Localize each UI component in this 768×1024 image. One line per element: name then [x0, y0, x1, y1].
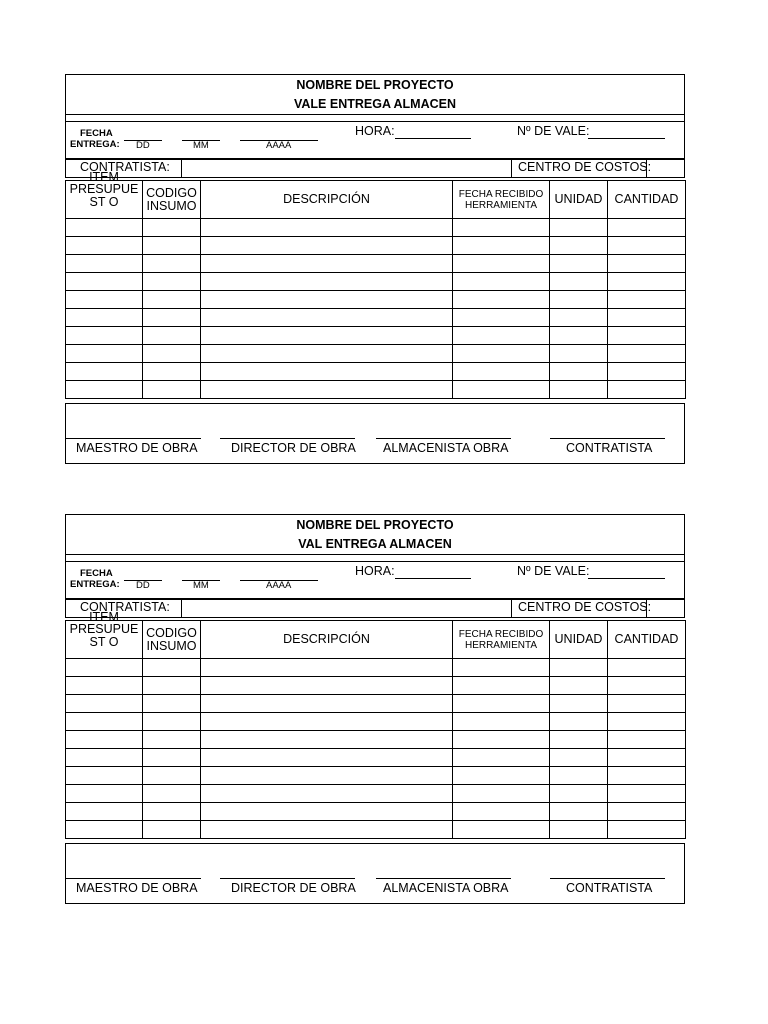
col-codigo-insumo: CODIGO INSUMO: [143, 621, 201, 659]
table-cell[interactable]: [143, 327, 201, 345]
table-cell[interactable]: [66, 237, 143, 255]
table-cell[interactable]: [453, 767, 550, 785]
table-cell[interactable]: [608, 237, 686, 255]
table-cell[interactable]: [66, 219, 143, 237]
table-cell[interactable]: [550, 345, 608, 363]
voucher-title: VALE ENTREGA ALMACEN: [293, 97, 457, 111]
table-cell[interactable]: [143, 731, 201, 749]
table-row: [66, 363, 686, 381]
table-cell[interactable]: [550, 219, 608, 237]
table-cell[interactable]: [608, 381, 686, 399]
table-cell[interactable]: [201, 237, 453, 255]
fecha-label: FECHA: [80, 568, 113, 579]
contractor-row: [65, 598, 685, 618]
table-cell[interactable]: [66, 821, 143, 839]
table-row: [66, 291, 686, 309]
table-cell[interactable]: [66, 713, 143, 731]
table-cell[interactable]: [550, 273, 608, 291]
table-row: [66, 255, 686, 273]
table-cell[interactable]: [608, 345, 686, 363]
table-cell[interactable]: [66, 309, 143, 327]
table-cell[interactable]: [453, 381, 550, 399]
table-cell[interactable]: [608, 255, 686, 273]
table-cell[interactable]: [608, 327, 686, 345]
table-cell[interactable]: [608, 219, 686, 237]
table-cell[interactable]: [143, 713, 201, 731]
table-cell[interactable]: [201, 659, 453, 677]
date-row: [65, 552, 685, 600]
table-cell[interactable]: [608, 291, 686, 309]
item-label: ITEM: [89, 170, 119, 184]
table-cell[interactable]: [66, 731, 143, 749]
table-cell[interactable]: [453, 713, 550, 731]
table-cell[interactable]: [143, 821, 201, 839]
table-cell[interactable]: [66, 255, 143, 273]
table-cell[interactable]: [550, 821, 608, 839]
table-cell[interactable]: [608, 273, 686, 291]
aaaa-label: AAAA: [266, 140, 292, 151]
fecha-label: FECHA: [80, 128, 113, 139]
table-cell[interactable]: [453, 327, 550, 345]
divider: [646, 159, 647, 177]
table-cell[interactable]: [550, 659, 608, 677]
table-cell[interactable]: [550, 309, 608, 327]
table-cell[interactable]: [550, 767, 608, 785]
vale-number-field[interactable]: [588, 578, 665, 579]
col-item-presupuesto: [66, 610, 143, 659]
table-cell[interactable]: [608, 785, 686, 803]
table-cell[interactable]: [550, 381, 608, 399]
hora-label: HORA:: [355, 124, 395, 138]
form-header: [65, 514, 685, 555]
signature-box: [65, 403, 685, 464]
table-cell[interactable]: [143, 659, 201, 677]
table-cell[interactable]: [550, 237, 608, 255]
divider: [66, 121, 684, 122]
table-cell[interactable]: [201, 273, 453, 291]
col-descripcion: DESCRIPCIÓN: [201, 181, 453, 219]
table-cell[interactable]: [550, 803, 608, 821]
table-cell[interactable]: [608, 731, 686, 749]
table-cell[interactable]: [201, 767, 453, 785]
table-row: [66, 309, 686, 327]
table-header-row: [66, 621, 686, 659]
table-cell[interactable]: [201, 309, 453, 327]
table-row: [66, 803, 686, 821]
table-cell[interactable]: [143, 767, 201, 785]
table-body: [66, 659, 686, 839]
table-cell[interactable]: [201, 695, 453, 713]
items-table: [65, 610, 686, 839]
table-cell[interactable]: [201, 821, 453, 839]
col-item-presupuesto: [66, 170, 143, 219]
table-cell[interactable]: [453, 345, 550, 363]
table-cell[interactable]: [201, 713, 453, 731]
table-cell[interactable]: [453, 291, 550, 309]
divider: [181, 159, 182, 177]
table-cell[interactable]: [453, 363, 550, 381]
table-cell[interactable]: [201, 749, 453, 767]
vale-number-label: Nº DE VALE:: [517, 564, 590, 578]
table-row: [66, 713, 686, 731]
col-fecha-recibido: FECHA RECIBIDO HERRAMIENTA: [453, 181, 550, 219]
mm-label: MM: [193, 580, 209, 591]
table-cell[interactable]: [550, 291, 608, 309]
divider: [511, 599, 512, 617]
dd-label: DD: [136, 580, 150, 591]
table-cell[interactable]: [66, 659, 143, 677]
table-cell[interactable]: [143, 309, 201, 327]
contratista-label: CONTRATISTA:: [80, 160, 170, 174]
table-cell[interactable]: [201, 255, 453, 273]
table-cell[interactable]: [550, 749, 608, 767]
table-cell[interactable]: [453, 803, 550, 821]
divider: [646, 599, 647, 617]
table-cell[interactable]: [550, 255, 608, 273]
table-cell[interactable]: [143, 381, 201, 399]
table-cell[interactable]: [66, 345, 143, 363]
director-signature-line[interactable]: [220, 438, 355, 439]
table-cell[interactable]: [201, 785, 453, 803]
presupuesto-label: PRESUPUEST O: [69, 182, 139, 209]
table-cell[interactable]: [453, 785, 550, 803]
table-cell[interactable]: [550, 785, 608, 803]
table-cell[interactable]: [201, 381, 453, 399]
table-cell[interactable]: [201, 677, 453, 695]
table-cell[interactable]: [201, 327, 453, 345]
entrega-label: ENTREGA:: [70, 139, 120, 150]
table-cell[interactable]: [608, 309, 686, 327]
maestro-signature-line[interactable]: [66, 438, 201, 439]
table-row: [66, 731, 686, 749]
table-cell[interactable]: [453, 821, 550, 839]
table-cell[interactable]: [453, 749, 550, 767]
table-row: [66, 219, 686, 237]
table-cell[interactable]: [201, 291, 453, 309]
table-cell[interactable]: [143, 363, 201, 381]
director-signature-line[interactable]: [220, 878, 355, 879]
table-cell[interactable]: [66, 803, 143, 821]
table-cell[interactable]: [550, 713, 608, 731]
items-table: [65, 170, 686, 399]
table-cell[interactable]: [201, 219, 453, 237]
table-cell[interactable]: [143, 803, 201, 821]
director-label: DIRECTOR DE OBRA: [231, 881, 356, 895]
table-cell[interactable]: [453, 677, 550, 695]
table-cell[interactable]: [453, 309, 550, 327]
table-cell[interactable]: [608, 695, 686, 713]
voucher-title: VAL ENTREGA ALMACEN: [298, 537, 452, 551]
form-header: [65, 74, 685, 115]
table-cell[interactable]: [143, 785, 201, 803]
table-cell[interactable]: [453, 273, 550, 291]
project-name-title: NOMBRE DEL PROYECTO: [296, 518, 454, 532]
contratista-signature-line[interactable]: [550, 878, 665, 879]
table-cell[interactable]: [608, 749, 686, 767]
table-cell[interactable]: [608, 659, 686, 677]
contratista-sign-label: CONTRATISTA: [566, 441, 653, 455]
table-row: [66, 327, 686, 345]
table-cell[interactable]: [66, 273, 143, 291]
table-row: [66, 695, 686, 713]
table-cell[interactable]: [550, 363, 608, 381]
table-cell[interactable]: [143, 255, 201, 273]
table-cell[interactable]: [453, 659, 550, 677]
centro-costos-label: CENTRO DE COSTOS:: [518, 160, 652, 174]
table-cell[interactable]: [201, 803, 453, 821]
dd-label: DD: [136, 140, 150, 151]
project-name-title: NOMBRE DEL PROYECTO: [296, 78, 454, 92]
almacenista-label: ALMACENISTA OBRA: [383, 441, 509, 455]
contratista-signature-line[interactable]: [550, 438, 665, 439]
divider: [181, 599, 182, 617]
col-fecha-recibido: FECHA RECIBIDO HERRAMIENTA: [453, 621, 550, 659]
table-cell[interactable]: [66, 749, 143, 767]
contratista-sign-label: CONTRATISTA: [566, 881, 653, 895]
presupuesto-label: PRESUPUEST O: [69, 622, 139, 649]
table-row: [66, 749, 686, 767]
entrega-label: ENTREGA:: [70, 579, 120, 590]
table-cell[interactable]: [201, 345, 453, 363]
table-cell[interactable]: [608, 767, 686, 785]
maestro-signature-line[interactable]: [66, 878, 201, 879]
table-cell[interactable]: [608, 363, 686, 381]
maestro-label: MAESTRO DE OBRA: [76, 881, 198, 895]
table-cell[interactable]: [66, 785, 143, 803]
table-cell[interactable]: [550, 731, 608, 749]
divider: [511, 159, 512, 177]
table-cell[interactable]: [66, 363, 143, 381]
col-unidad: UNIDAD: [550, 181, 608, 219]
centro-costos-label: CENTRO DE COSTOS:: [518, 600, 652, 614]
table-cell[interactable]: [453, 219, 550, 237]
table-cell[interactable]: [143, 273, 201, 291]
table-cell[interactable]: [66, 291, 143, 309]
almacenista-signature-line[interactable]: [376, 878, 511, 879]
col-unidad: UNIDAD: [550, 621, 608, 659]
almacenista-label: ALMACENISTA OBRA: [383, 881, 509, 895]
date-row: [65, 112, 685, 160]
table-cell[interactable]: [550, 327, 608, 345]
col-descripcion: DESCRIPCIÓN: [201, 621, 453, 659]
vale-number-label: Nº DE VALE:: [517, 124, 590, 138]
table-cell[interactable]: [143, 219, 201, 237]
table-cell[interactable]: [143, 749, 201, 767]
table-row: [66, 237, 686, 255]
table-cell[interactable]: [550, 677, 608, 695]
table-cell[interactable]: [143, 345, 201, 363]
table-cell[interactable]: [453, 255, 550, 273]
divider: [66, 561, 684, 562]
table-row: [66, 345, 686, 363]
director-label: DIRECTOR DE OBRA: [231, 441, 356, 455]
hora-field[interactable]: [395, 138, 471, 139]
table-cell[interactable]: [143, 695, 201, 713]
table-header-row: [66, 181, 686, 219]
table-cell[interactable]: [201, 363, 453, 381]
table-cell[interactable]: [201, 731, 453, 749]
signature-box: [65, 843, 685, 904]
table-cell[interactable]: [66, 327, 143, 345]
table-row: [66, 677, 686, 695]
table-row: [66, 785, 686, 803]
table-row: [66, 767, 686, 785]
table-body: [66, 219, 686, 399]
hora-label: HORA:: [355, 564, 395, 578]
aaaa-label: AAAA: [266, 580, 292, 591]
table-cell[interactable]: [608, 803, 686, 821]
table-row: [66, 659, 686, 677]
col-codigo-insumo: CODIGO INSUMO: [143, 181, 201, 219]
almacenista-signature-line[interactable]: [376, 438, 511, 439]
contratista-label: CONTRATISTA:: [80, 600, 170, 614]
table-cell[interactable]: [453, 237, 550, 255]
item-label: ITEM: [89, 610, 119, 624]
table-cell[interactable]: [143, 237, 201, 255]
col-cantidad: CANTIDAD: [608, 621, 686, 659]
table-row: [66, 821, 686, 839]
table-cell[interactable]: [453, 695, 550, 713]
table-cell[interactable]: [608, 713, 686, 731]
col-cantidad: CANTIDAD: [608, 181, 686, 219]
maestro-label: MAESTRO DE OBRA: [76, 441, 198, 455]
table-cell[interactable]: [608, 677, 686, 695]
table-cell[interactable]: [66, 381, 143, 399]
hora-field[interactable]: [395, 578, 471, 579]
table-cell[interactable]: [550, 695, 608, 713]
table-cell[interactable]: [453, 731, 550, 749]
mm-label: MM: [193, 140, 209, 151]
table-cell[interactable]: [66, 767, 143, 785]
vale-number-field[interactable]: [588, 138, 665, 139]
table-cell[interactable]: [143, 677, 201, 695]
table-cell[interactable]: [66, 695, 143, 713]
table-cell[interactable]: [608, 821, 686, 839]
contractor-row: [65, 158, 685, 178]
table-cell[interactable]: [66, 677, 143, 695]
table-row: [66, 273, 686, 291]
table-cell[interactable]: [143, 291, 201, 309]
table-row: [66, 381, 686, 399]
